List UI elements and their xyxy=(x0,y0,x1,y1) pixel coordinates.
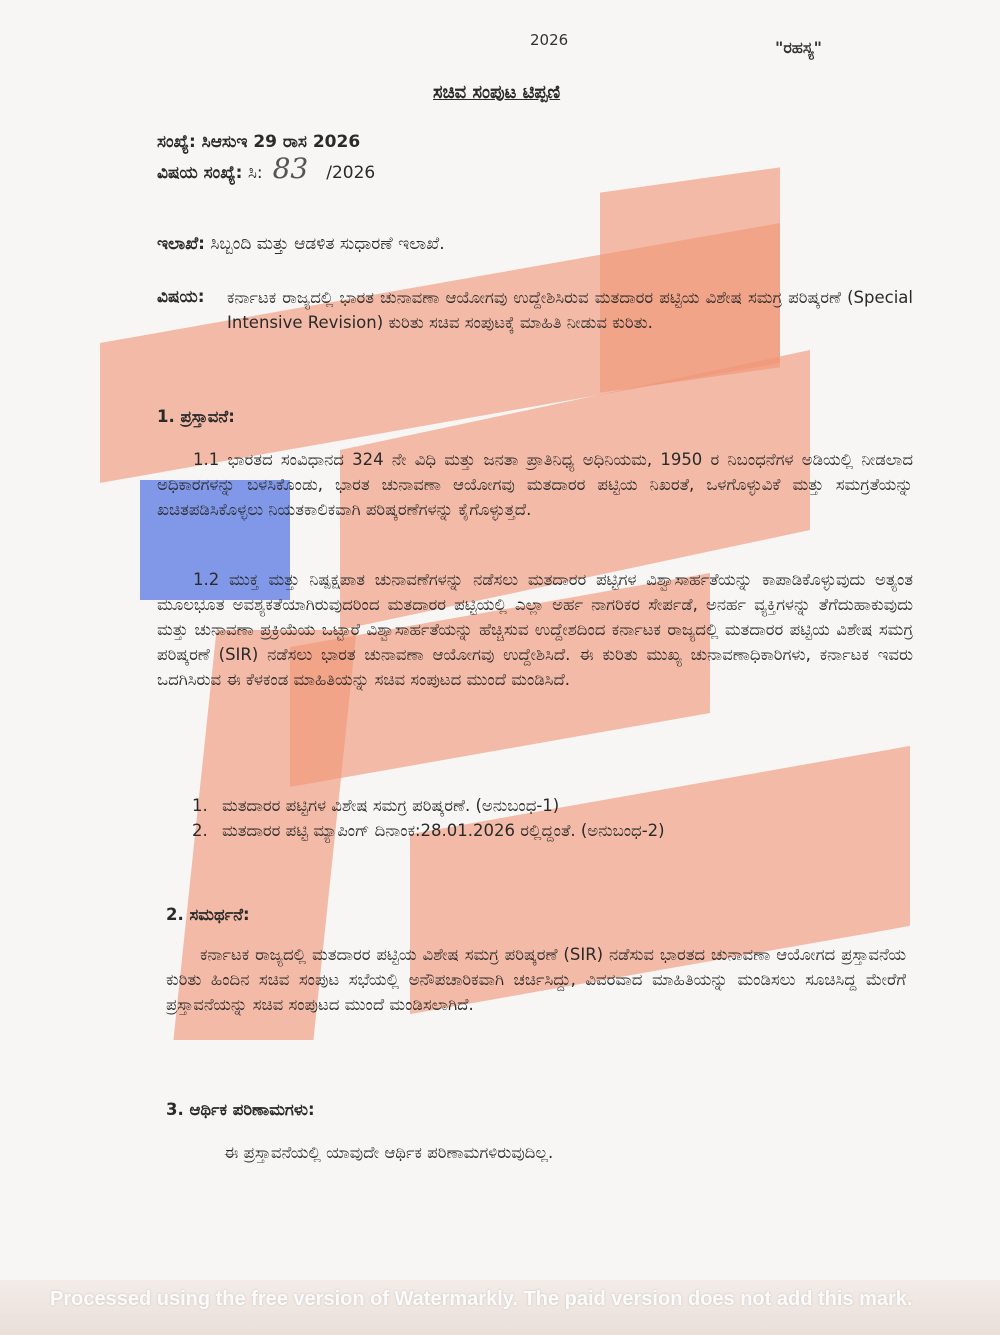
header-year: 2026 xyxy=(530,31,569,49)
list-item xyxy=(192,818,665,843)
subject-label: ವಿಷಯ: xyxy=(157,287,205,307)
department xyxy=(157,232,445,257)
reference-number: ಸಂಖ್ಯೆ: ಸಿಆಸುಇ 29 ರಾಸ 2026 xyxy=(157,132,361,152)
section-1-heading: 1. ಪ್ರಸ್ತಾವನೆ: xyxy=(157,407,235,426)
section-2-para: ಕರ್ನಾಟಕ ರಾಜ್ಯದಲ್ಲಿ ಮತದಾರರ ಪಟ್ಟಿಯ ವಿಶೇಷ ಸಮಗ್ರ ಪರಿಷ್ಕರಣೆ (SIR) ನಡೆಸುವ ಭಾರತದ ಚುನಾವಣಾ ಆಯೋಗದ ಪ್ರಸ್ತಾವನೆಯ ಕುರಿತು ಹಿಂದಿನ ಸಚಿವ ಸಂಪುಟ ಸಭೆಯಲ್ಲಿ ಅನೌಪಚಾರಿಕವಾಗಿ ಚರ್ಚಿಸಿದ್ದು, ವಿವರವಾದ ಮಾಹಿತಿಯನ್ನು ಮಂಡಿಸಲು ಸೂಚಿಸಿದ್ದ ಮೇರೆಗೆ ಪ್ರಸ್ತಾವನೆಯನ್ನು ಸಚಿವ ಸಂಪುಟದ ಮುಂದೆ ಮಂಡಿಸಲಾಗಿದೆ. xyxy=(166,945,906,1014)
subject-number-suffix: /2026 xyxy=(326,163,376,183)
subject-number xyxy=(157,152,376,186)
subject-text: ಕರ್ನಾಟಕ ರಾಜ್ಯದಲ್ಲಿ ಭಾರತ ಚುನಾವಣಾ ಆಯೋಗವು ಉದ್ದೇಶಿಸಿರುವ ಮತದಾರರ ಪಟ್ಟಿಯ ವಿಶೇಷ ಸಮಗ್ರ ಪರಿಷ್ಕರಣೆ (Special Intensive Revision) ಕುರಿತು ಸಚಿವ ಸಂಪುಟಕ್ಕೆ ಮಾಹಿತಿ ನೀಡುವ ಕುರಿತು. xyxy=(227,288,913,332)
subject-number-prefix: ಸಿ: xyxy=(247,163,263,183)
annexure-list xyxy=(192,793,665,843)
subject-number-label: ವಿಷಯ ಸಂಖ್ಯೆ: xyxy=(157,163,243,183)
section-1-para-2: 1.2 ಮುಕ್ತ ಮತ್ತು ನಿಷ್ಪಕ್ಷಪಾತ ಚುನಾವಣೆಗಳನ್ನು ನಡೆಸಲು ಮತದಾರರ ಪಟ್ಟಿಗಳ ವಿಶ್ವಾಸಾರ್ಹತೆಯನ್ನು ಕಾಪಾಡಿಕೊಳ್ಳುವುದು ಅತ್ಯಂತ ಮೂಲಭೂತ ಅವಶ್ಯಕತೆಯಾಗಿರುವುದರಿಂದ ಮತದಾರರ ಪಟ್ಟಿಯಲ್ಲಿ ಎಲ್ಲಾ ಅರ್ಹ ನಾಗರಿಕರ ಸೇರ್ಪಡೆ, ಅನರ್ಹ ವ್ಯಕ್ತಿಗಳನ್ನು ತೆಗೆದುಹಾಕುವುದು ಮತ್ತು ಚುನಾವಣಾ ಪ್ರಕ್ರಿಯೆಯ ಒಟ್ಟಾರೆ ವಿಶ್ವಾಸಾರ್ಹತೆಯನ್ನು ಹೆಚ್ಚಿಸುವ ಉದ್ದೇಶದಿಂದ ಕರ್ನಾಟಕ ರಾಜ್ಯದಲ್ಲಿ ಮತದಾರರ ಪಟ್ಟಿಯ ವಿಶೇಷ ಸಮಗ್ರ ಪರಿಷ್ಕರಣೆ (SIR) ನಡೆಸಲು ಭಾರತ ಚುನಾವಣಾ ಆಯೋಗವು ಉದ್ದೇಶಿಸಿದೆ. ಈ ಕುರಿತು ಮುಖ್ಯ ಚುನಾವಣಾಧಿಕಾರಿಗಳು, ಕರ್ನಾಟಕ ಇವರು ಒದಗಿಸಿರುವ ಈ ಕೆಳಕಂಡ ಮಾಹಿತಿಯನ್ನು ಸಚಿವ ಸಂಪುಟದ ಮುಂದೆ ಮಂಡಿಸಿದೆ. xyxy=(157,570,913,689)
section-1-para-1: 1.1 ಭಾರತದ ಸಂವಿಧಾನದ 324 ನೇ ವಿಧಿ ಮತ್ತು ಜನತಾ ಪ್ರಾತಿನಿಧ್ಯ ಅಧಿನಿಯಮ, 1950 ರ ನಿಬಂಧನೆಗಳ ಅಡಿಯಲ್ಲಿ ನೀಡಲಾದ ಅಧಿಕಾರಗಳನ್ನು ಬಳಸಿಕೊಂಡು, ಭಾರತ ಚುನಾವಣಾ ಆಯೋಗವು ಮತದಾರರ ಪಟ್ಟಿಯ ನಿಖರತೆ, ಒಳಗೊಳ್ಳುವಿಕೆ ಮತ್ತು ಸಮಗ್ರತೆಯನ್ನು ಖಚಿತಪಡಿಸಿಕೊಳ್ಳಲು ನಿಯತಕಾಲಿಕವಾಗಿ ಪರಿಷ್ಕರಣೆಗಳನ್ನು ಕೈಗೊಳ್ಳುತ್ತದೆ. xyxy=(157,450,913,519)
classification-label: "ರಹಸ್ಯ" xyxy=(775,38,822,57)
list-item-number: 2. xyxy=(192,821,208,840)
footer-watermark-text: Processed using the free version of Watermarkly. The paid version does not add this mark. xyxy=(50,1288,913,1310)
list-item-number: 1. xyxy=(192,796,208,815)
list-item xyxy=(192,793,665,818)
section-3-para: ಈ ಪ್ರಸ್ತಾವನೆಯಲ್ಲಿ ಯಾವುದೇ ಆರ್ಥಿಕ ಪರಿಣಾಮಗಳಿರುವುದಿಲ್ಲ. xyxy=(224,1143,554,1162)
department-label: ಇಲಾಖೆ: xyxy=(157,234,205,254)
document-title: ಸಚಿವ ಸಂಪುಟ ಟಿಪ್ಪಣಿ xyxy=(433,82,561,103)
section-2-heading: 2. ಸಮರ್ಥನೆ: xyxy=(166,905,250,924)
department-value: ಸಿಬ್ಬಂದಿ ಮತ್ತು ಆಡಳಿತ ಸುಧಾರಣೆ ಇಲಾಖೆ. xyxy=(210,234,445,254)
list-item-text: ಮತದಾರರ ಪಟ್ಟಿಗಳ ವಿಶೇಷ ಸಮಗ್ರ ಪರಿಷ್ಕರಣೆ. (ಅನುಬಂಧ-1) xyxy=(222,796,560,815)
section-3-heading: 3. ಆರ್ಥಿಕ ಪರಿಣಾಮಗಳು: xyxy=(166,1100,315,1119)
list-item-text: ಮತದಾರರ ಪಟ್ಟಿ ಮ್ಯಾಪಿಂಗ್ ದಿನಾಂಕ:28.01.2026 ರಲ್ಲಿದ್ದಂತೆ. (ಅನುಬಂಧ-2) xyxy=(222,821,665,840)
handwritten-number: 83 xyxy=(272,152,309,185)
